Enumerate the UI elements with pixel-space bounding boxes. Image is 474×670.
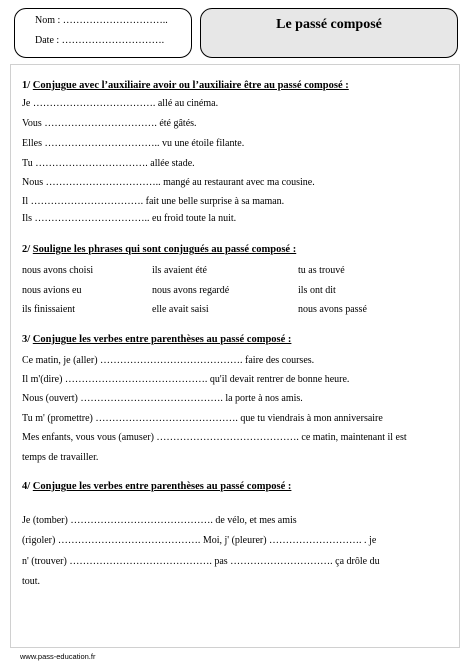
- exercise-line: Nous …………………………….. mangé au restaurant avec ma cousine.: [22, 177, 315, 188]
- section-instruction: Conjugue avec l’auxiliaire avoir ou l’auxiliaire être au passé composé :: [32, 80, 349, 91]
- exercise-line: Nous (ouvert) ……………………………………. la porte à nos amis.: [22, 393, 303, 404]
- name-field: Nom : …………………………..: [35, 15, 168, 26]
- section-instruction: Conjugue les verbes entre parenthèses au passé composé :: [32, 334, 292, 345]
- phrase-item: nous avons passé: [298, 304, 367, 315]
- section-instruction: Conjugue les verbes entre parenthèses au passé composé :: [32, 481, 292, 492]
- section-4-title: [22, 481, 291, 492]
- exercise-line: tout.: [22, 576, 41, 587]
- phrase-item: ils ont dit: [298, 285, 336, 296]
- exercise-line: Il ……………………………. fait une belle surprise à sa maman.: [22, 196, 285, 207]
- exercise-line: n' (trouver) ……………………………………. pas …………………………. ça drôle du: [22, 556, 380, 567]
- section-number: 3/: [22, 334, 31, 345]
- phrase-item: nous avons choisi: [22, 265, 94, 276]
- exercise-line: Ils …………………………….. eu froid toute la nuit.: [22, 213, 237, 224]
- date-field: Date : ………………………….: [35, 35, 165, 46]
- phrase-item: elle avait saisi: [152, 304, 209, 315]
- name-date-box: [14, 8, 192, 58]
- exercise-line: Mes enfants, vous vous (amuser) ……………………………………. ce matin, maintenant il est: [22, 432, 407, 443]
- exercise-line: Je (tomber) ……………………………………. de vélo, et mes amis: [22, 515, 297, 526]
- exercise-line: Je ………………………………. allé au cinéma.: [22, 98, 219, 109]
- exercise-line: Tu ……………………………. allée stade.: [22, 158, 195, 169]
- section-number: 1/: [22, 80, 31, 91]
- exercise-line: (rigoler) ……………………………………. Moi, j' (pleurer) ………………………. . je: [22, 535, 377, 546]
- section-3-title: [22, 334, 291, 345]
- title-box: [200, 8, 458, 58]
- page-title: Le passé composé: [276, 17, 382, 32]
- exercise-line: Elles …………………………….. vu une étoile filante.: [22, 138, 245, 149]
- phrase-item: ils avaient été: [152, 265, 207, 276]
- section-2-title: [22, 244, 296, 255]
- section-number: 4/: [22, 481, 31, 492]
- exercise-line: Vous ……………………………. été gâtés.: [22, 118, 197, 129]
- phrase-item: tu as trouvé: [298, 265, 345, 276]
- exercise-line: temps de travailler.: [22, 452, 99, 463]
- section-1-title: [22, 80, 349, 91]
- section-instruction: Souligne les phrases qui sont conjugués au passé composé :: [32, 244, 297, 255]
- exercise-line: Il m'(dire) ……………………………………. qu'il devait rentrer de bonne heure.: [22, 374, 350, 385]
- footer-url: www.pass-education.fr: [20, 652, 96, 661]
- phrase-item: nous avons regardé: [152, 285, 230, 296]
- exercise-line: Tu m' (promettre) ……………………………………. que tu viendrais à mon anniversaire: [22, 413, 383, 424]
- section-number: 2/: [22, 244, 31, 255]
- phrase-item: ils finissaient: [22, 304, 76, 315]
- exercise-line: Ce matin, je (aller) ……………………………………. faire des courses.: [22, 355, 315, 366]
- phrase-item: nous avions eu: [22, 285, 82, 296]
